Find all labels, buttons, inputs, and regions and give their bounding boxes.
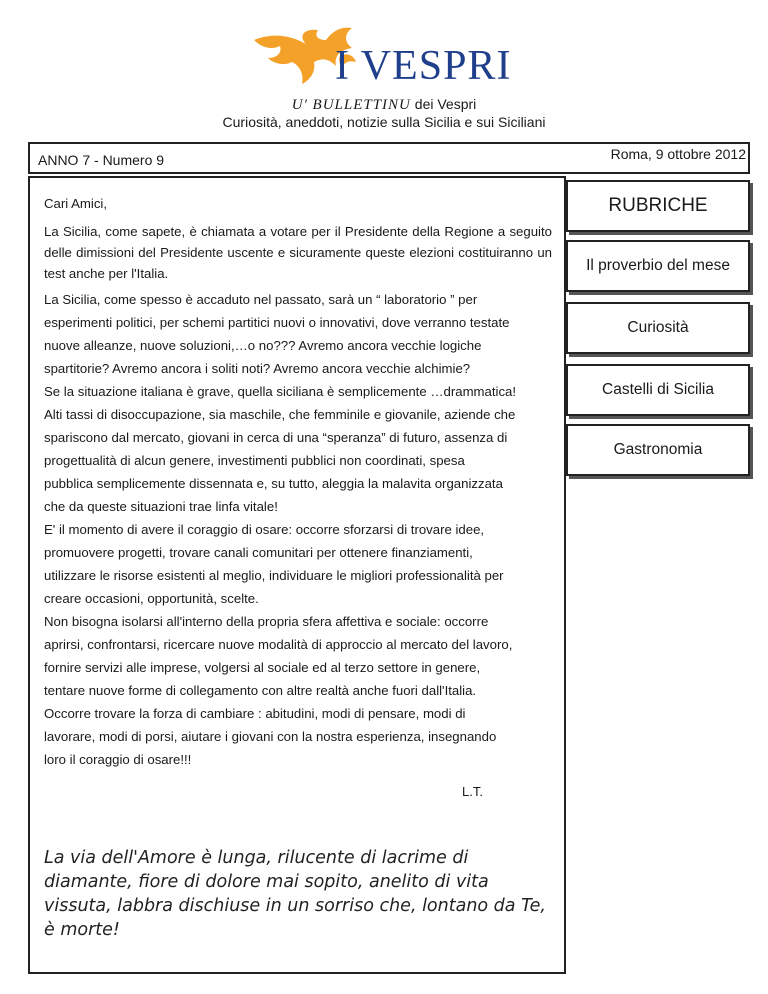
rubriche-title: RUBRICHE (566, 180, 750, 232)
issue-bar (28, 142, 750, 174)
rubric-curiosita[interactable]: Curiosità (566, 302, 750, 354)
letter-line: lavorare, modi di porsi, aiutare i giovani con la nostra esperienza, insegnando (44, 729, 497, 744)
bulletin-title (0, 96, 768, 114)
letter-line: pubblica semplicemente dissennata e, su tutto, aleggia la malavita organizzata (44, 476, 503, 491)
letter-intro: La Sicilia, come sapete, è chiamata a votare per il Presidente della Regione a seguito delle dimissioni del Presidente uscente e sicuramente queste elezioni costituiranno un test anche per l'Italia. (44, 224, 552, 281)
rubric-proverbio[interactable]: Il proverbio del mese (566, 240, 750, 292)
letter-line: loro il coraggio di osare!!! (44, 752, 192, 767)
letter-box (28, 176, 566, 974)
letter-line: aprirsi, confrontarsi, ricercare nuove modalità di approccio al mercato del lavoro, (44, 637, 513, 652)
letter-paragraphs (44, 288, 552, 771)
letter-line: spartitorie? Avremo ancora i soliti noti? Avremo ancora vecchie alchimie? (44, 361, 471, 376)
rubric-castelli[interactable]: Castelli di Sicilia (566, 364, 750, 416)
issue-date: Roma, 9 ottobre 2012 (610, 146, 746, 162)
bulletin-suffix: dei Vespri (414, 96, 477, 112)
letter-line: Non bisogna isolarsi all'interno della propria sfera affettiva e sociale: occorre (44, 614, 489, 629)
rubric-gastronomia[interactable]: Gastronomia (566, 424, 750, 476)
letter-line: creare occasioni, opportunità, scelte. (44, 591, 259, 606)
logo-wordmark: I VESPRI (335, 43, 512, 89)
letter-line: Se la situazione italiana è grave, quella siciliana è semplicemente …drammatica! (44, 384, 517, 399)
letter-greeting: Cari Amici, (44, 196, 108, 211)
letter-line: che da queste situazioni trae linfa vitale! (44, 499, 278, 514)
letter-line: E' il momento di avere il coraggio di osare: occorre sforzarsi di trovare idee, (44, 522, 485, 537)
issue-number: ANNO 7 - Numero 9 (38, 152, 165, 168)
bulletin-name: U' BULLETTINU (291, 97, 411, 113)
letter-line: spariscono dal mercato, giovani in cerca di una “speranza” di futuro, assenza di (44, 430, 508, 445)
letter-line: nuove alleanze, nuove soluzioni,…o no??? Avremo ancora vecchie logiche (44, 338, 482, 353)
closing-quote: La via dell'Amore è lunga, rilucente di lacrime di diamante, fiore di dolore mai sopito, anelito di vita vissuta, labbra dischiuse in un sorriso che, lontano da Te, è morte! (44, 848, 546, 940)
letter-line: progettualità di alcun genere, investimenti pubblici non coordinati, spesa (44, 453, 465, 468)
letter-line: Occorre trovare la forza di cambiare : abitudini, modi di pensare, modi di (44, 706, 466, 721)
letter-body (44, 192, 552, 771)
letter-line: La Sicilia, come spesso è accaduto nel passato, sarà un “ laboratorio ” per (44, 292, 478, 307)
letter-line: esperimenti politici, per schemi partitici nuovi o innovativi, dove verranno testate (44, 315, 510, 330)
letter-line: fornire servizi alle imprese, volgersi al sociale ed al terzo settore in genere, (44, 660, 481, 675)
letter-line: tentare nuove forme di collegamento con altre realtà anche fuori dall'Italia. (44, 683, 477, 698)
tagline: Curiosità, aneddoti, notizie sulla Sicilia e sui Siciliani (222, 114, 546, 130)
letter-line: Alti tassi di disoccupazione, sia maschile, che femminile e giovanile, aziende che (44, 407, 516, 422)
letter-signature: L.T. (462, 784, 483, 799)
letter-line: utilizzare le risorse esistenti al meglio, individuare le migliori professionalità per (44, 568, 504, 583)
letter-line: promuovere progetti, trovare canali comunitari per ottenere finanziamenti, (44, 545, 473, 560)
